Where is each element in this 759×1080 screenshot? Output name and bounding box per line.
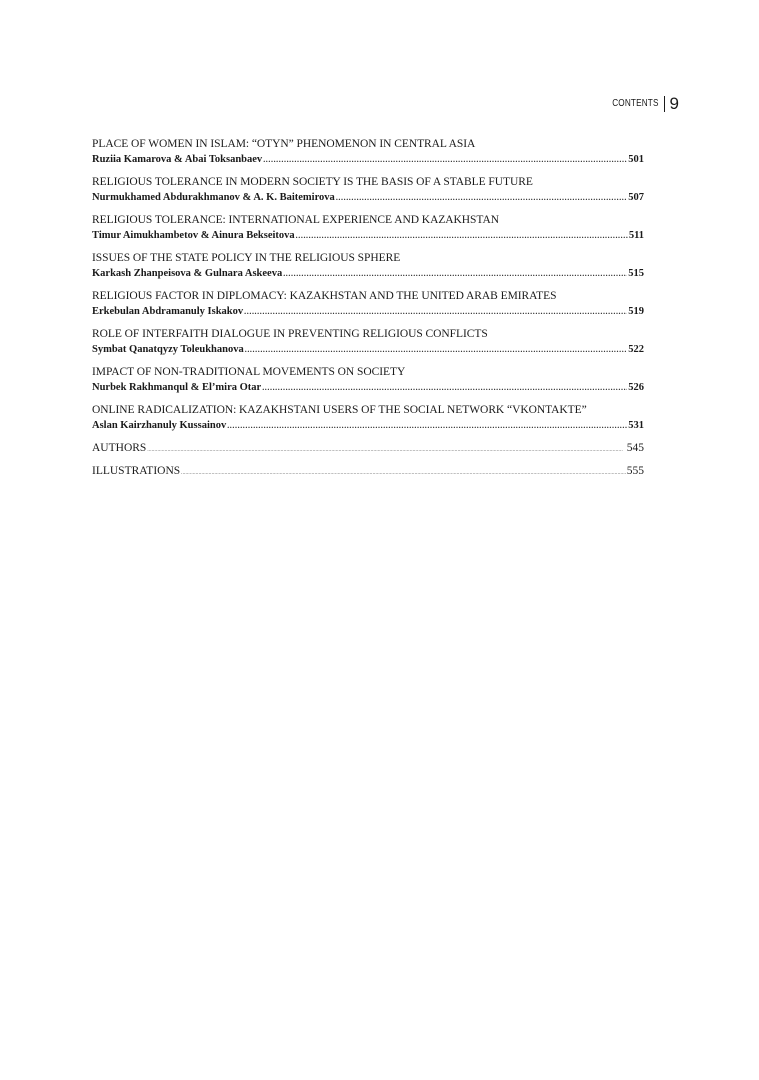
simple-entry-line xyxy=(92,464,644,481)
dot-leader xyxy=(181,466,626,481)
entry-title: IMPACT OF NON-TRADITIONAL MOVEMENTS ON SOCIETY xyxy=(92,366,406,378)
entry-authors: Erkebulan Abdramanuly Iskakov xyxy=(92,306,244,317)
toc-entry-authors[interactable] xyxy=(92,441,644,458)
entry-author-line xyxy=(92,152,644,167)
entry-title: RELIGIOUS FACTOR IN DIPLOMACY: KAZAKHSTAN AND THE UNITED ARAB EMIRATES xyxy=(92,290,557,302)
toc-entry[interactable] xyxy=(92,289,644,319)
entry-authors: Timur Aimukhambetov & Ainura Bekseitova xyxy=(92,230,295,241)
entry-author-line xyxy=(92,342,644,357)
toc-entry[interactable] xyxy=(92,327,644,357)
toc-entry[interactable] xyxy=(92,365,644,395)
entry-authors: Aslan Kairzhanuly Kussainov xyxy=(92,420,227,431)
entry-author-line xyxy=(92,380,644,395)
entry-author-line xyxy=(92,418,644,433)
entry-authors: Nurbek Rakhmanqul & El’mira Otar xyxy=(92,382,262,393)
toc-entry[interactable] xyxy=(92,137,644,167)
entry-title: ONLINE RADICALIZATION: KAZAKHSTANI USERS OF THE SOCIAL NETWORK “VKONTAKTE” xyxy=(92,404,587,416)
entry-page: 522 xyxy=(628,344,644,355)
simple-entry-line xyxy=(92,441,644,458)
entry-page: 555 xyxy=(626,465,644,477)
dot-leader xyxy=(336,190,627,205)
entry-authors: Ruziia Kamarova & Abai Toksanbaev xyxy=(92,154,263,165)
table-of-contents xyxy=(92,137,644,487)
entry-authors: Symbat Qanatqyzy Toleukhanova xyxy=(92,344,244,355)
entry-title: RELIGIOUS TOLERANCE: INTERNATIONAL EXPERIENCE AND KAZAKHSTAN xyxy=(92,214,499,226)
entry-page: 526 xyxy=(628,382,644,393)
entry-author-line xyxy=(92,304,644,319)
dot-leader xyxy=(227,418,627,433)
dot-leader xyxy=(283,266,627,281)
dot-leader xyxy=(296,228,628,243)
dot-leader xyxy=(263,152,627,167)
entry-title: ILLUSTRATIONS xyxy=(92,465,181,477)
entry-title: ROLE OF INTERFAITH DIALOGUE IN PREVENTING RELIGIOUS CONFLICTS xyxy=(92,328,488,340)
entry-page: 519 xyxy=(628,306,644,317)
entry-authors: Nurmukhamed Abdurakhmanov & A. K. Baitemirova xyxy=(92,192,335,203)
entry-title: AUTHORS xyxy=(92,442,147,454)
toc-entry[interactable] xyxy=(92,251,644,281)
entry-page: 501 xyxy=(628,154,644,165)
entry-page: 531 xyxy=(628,420,644,431)
entry-author-line xyxy=(92,228,644,243)
page-number: 9 xyxy=(669,94,679,113)
entry-title: PLACE OF WOMEN IN ISLAM: “OTYN” PHENOMENON IN CENTRAL ASIA xyxy=(92,138,476,150)
dot-leader xyxy=(147,443,625,458)
entry-page: 507 xyxy=(628,192,644,203)
entry-page: 545 xyxy=(626,442,644,454)
running-header xyxy=(602,95,679,112)
dot-leader xyxy=(245,342,628,357)
entry-page: 515 xyxy=(628,268,644,279)
entry-author-line xyxy=(92,266,644,281)
toc-entry[interactable] xyxy=(92,403,644,433)
entry-author-line xyxy=(92,190,644,205)
toc-entry[interactable] xyxy=(92,213,644,243)
dot-leader xyxy=(244,304,627,319)
entry-title: RELIGIOUS TOLERANCE IN MODERN SOCIETY IS THE BASIS OF A STABLE FUTURE xyxy=(92,176,533,188)
entry-page: 511 xyxy=(628,230,644,241)
entry-authors: Karkash Zhanpeisova & Gulnara Askeeva xyxy=(92,268,283,279)
header-divider xyxy=(664,96,665,112)
toc-entry[interactable] xyxy=(92,175,644,205)
toc-entry-illustrations[interactable] xyxy=(92,464,644,481)
dot-leader xyxy=(262,380,627,395)
entry-title: ISSUES OF THE STATE POLICY IN THE RELIGIOUS SPHERE xyxy=(92,252,401,264)
section-label: CONTENTS xyxy=(612,98,659,109)
